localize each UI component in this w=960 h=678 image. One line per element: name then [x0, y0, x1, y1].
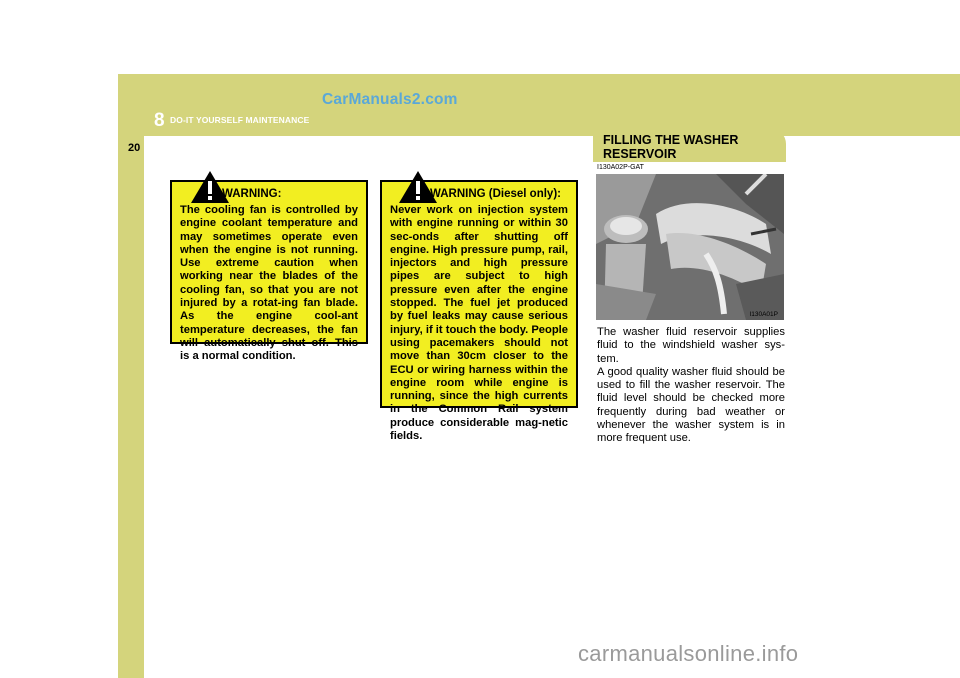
warning-title: WARNING (Diesel only):	[430, 188, 561, 200]
diesel-warning-box	[380, 180, 578, 443]
section-body	[597, 326, 785, 446]
side-band	[118, 136, 144, 678]
section-title: FILLING THE WASHER RESERVOIR	[603, 133, 739, 161]
chapter-title: DO-IT YOURSELF MAINTENANCE	[170, 115, 310, 125]
cooling-fan-warning-box	[170, 180, 368, 363]
footer-watermark-link[interactable]: carmanualsonline.info	[578, 641, 799, 666]
warning-text: The cooling fan is controlled by engine coolant temperature and may sometimes operate even when the engine is not running. Use extreme caution when working near the blades of the cooling fan, so that you are not injured by a rotat-ing fan blade. As the engine cool-ant temperature decreases, the fan will automatically shut off. This is a normal condition.	[180, 204, 358, 363]
watermark-link[interactable]: CarManuals2.com	[322, 91, 458, 108]
chapter-number: 8	[154, 110, 165, 131]
header-band	[118, 74, 960, 136]
page-number: 20	[128, 142, 141, 154]
warning-title: WARNING:	[222, 188, 282, 200]
washer-reservoir-photo	[596, 174, 784, 320]
section-code: I130A02P-GAT	[597, 164, 644, 171]
photo-code: I130A01P	[749, 311, 778, 318]
paragraph: A good quality washer fluid should be used to fill the washer reservoir. The fluid level should be checked more frequently during bad weather or whenever the washer system is in more frequent use.	[597, 365, 785, 445]
paragraph: The washer fluid reservoir supplies fluid to the windshield washer sys-tem.	[597, 326, 785, 365]
warning-text: Never work on injection system with engine running or within 30 sec-onds after shutting off engine. High pressure pump, rail, injectors and high pressure pipes are subject to high pressure even after the engine stopped. The fuel jet produced by fuel leaks may cause serious injury, if it touch the body. People using pacemakers should not move than 30cm closer to the ECU or wiring harness within the engine room while engine is running, since the high currents in the Common Rail system produce considerable mag-netic fields.	[390, 204, 568, 443]
